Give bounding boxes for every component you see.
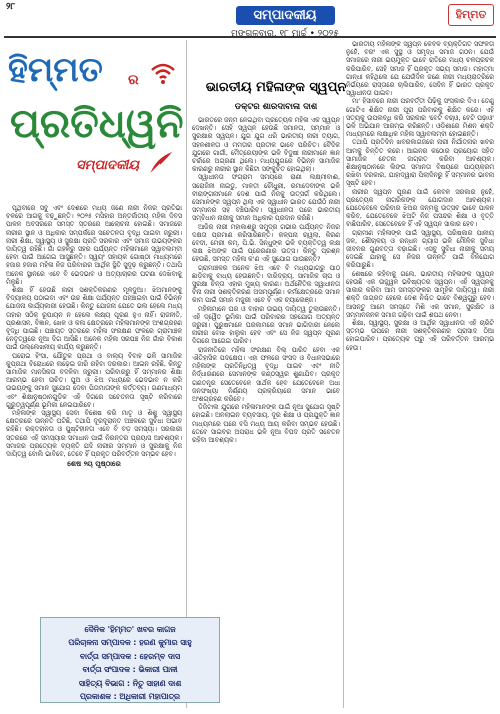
left-paragraph: ପୃଥିବୀରେ ସବୁ ଏବଂ ଦେଶରେ ମଧ୍ୟ ଜଣେ ନାରୀ ନିଜର ପ୍ରତିଭା ବଳରେ ଆଗକୁ ବଢ଼ୁଛନ୍ତି। ୨୦୨୫ ମସିହାର ଅନ୍ତର୍ଜାତୀୟ ମହିଳା ଦିବସ ପାଳନ ଅବସରରେ ସମସ୍ତ ସ୍ତରରେ ଆଲୋଚନା ହୋଇଛି। ସମାଜରେ ନାରୀର ସ୍ଥାନ ଓ ଅଧିକାର ସମ୍ପର୍କରେ ସଚେତନତା ବୃଦ୍ଧି ପାଇବା ଜରୁରୀ। ନାରୀ ଶିକ୍ଷା, ସ୍ୱାସ୍ଥ୍ୟ ଓ ସୁରକ୍ଷା ପ୍ରତି ସରକାର ଏବଂ ସମାଜ ଉଭୟଙ୍କର ଦାୟିତ୍ୱ ରହିଛି। ଗାଁ ଗହଳିରୁ ସହର ପର୍ଯ୍ୟନ୍ତ ମହିଳାମାନେ ସ୍ୱାବଲମ୍ବୀ ହେବା ପାଇଁ ଆଗେଇ ଆସୁଛନ୍ତି। ସ୍ୱୟଂ ସହାୟକ ଗୋଷ୍ଠୀ ମାଧ୍ୟମରେ ହଜାର ହଜାର ମହିଳା ନିଜ ପରିବାରର ଆର୍ଥିକ ସ୍ଥିତି ସୁଦୃଢ଼ କରୁଛନ୍ତି। ତଥାପି ଅନେକ ସ୍ଥାନରେ ଏବେ ବି ଭେଦଭାବ ଓ ଅତ୍ୟାଚାରର ଘଟଣା ଦେଖିବାକୁ ମିଳୁଛି।	[6, 204, 182, 286]
article-paragraph: ଡିଜିଟାଲ ଯୁଗରେ ମହିଳାମାନଙ୍କ ପାଇଁ ନୂଆ ସୁଯୋଗ ସୃଷ୍ଟି ହୋଇଛି। ଅନଲାଇନ ବ୍ୟବସାୟ, ଦୂର ଶିକ୍ଷା ଓ ପ୍ରଯୁକ୍ତି ଜ୍ଞାନ ମାଧ୍ୟମରେ ଘରେ ବସି ମଧ୍ୟ ଆୟ କରିବା ସମ୍ଭବ ହେଉଛି। ତେବେ ସାଇବର ଅପରାଧ ଭଳି ନୂଆ ବିପଦ ପ୍ରତି ସଚେତନ ରହିବା ଆବଶ୍ୟକ।	[192, 403, 340, 444]
column-divider	[186, 40, 187, 708]
article-paragraph: ଗ୍ରାମୀଣ ମହିଳାଙ୍କ ପାଇଁ ସ୍ୱାସ୍ଥ୍ୟ, ପରିଷ୍କାର ପାନୀୟ ଜଳ, ଶୌଚାଳୟ ଓ ରନ୍ଧନ ଗ୍ୟାସ ଭଳି ମୌଳିକ ସୁବିଧା ଜୀବନର ଗୁଣବତ୍ତା ବଢ଼ାଇଛି। ଏସବୁ ସୁବିଧା ନାରୀକୁ ସମୟ ଦେଇଛି ଯାହାକୁ ସେ ନିଜର ଉନ୍ନତି ପାଇଁ ବିନିଯୋଗ କରିପାରୁଛି।	[346, 228, 494, 270]
left-paragraph: ଶିକ୍ଷା ହିଁ ହେଉଛି ନାରୀ ସଶକ୍ତିକରଣର ମୂଳଦୁଆ। ଝିଅମାନଙ୍କୁ ବିଦ୍ୟାଳୟ ପଠାଇବା ଏବଂ ଉଚ୍ଚ ଶିକ୍ଷା ପର୍ଯ୍ୟନ୍ତ ପହଞ୍ଚାଇବା ପାଇଁ ବିଭିନ୍ନ ଯୋଜନା କାର୍ଯ୍ୟକାରୀ ହେଉଛି। କିନ୍ତୁ ଯୋଜନା ଯେତେ ଭଲ ହେଲେ ମଧ୍ୟ ତାହାର ସଠିକ୍ ରୂପାୟନ ନ ହେଲେ ଲକ୍ଷ୍ୟ ପୂରଣ ହୁଏ ନାହିଁ। ରାଜନୀତି, ପ୍ରଶାସନ, ବିଜ୍ଞାନ, ଖେଳ ଓ କଳା କ୍ଷେତ୍ରରେ ମହିଳାମାନଙ୍କ ଅଂଶଗ୍ରହଣ ବୃଦ୍ଧି ପାଇଛି। ପଞ୍ଚାୟତ ସ୍ତରରେ ମହିଳା ସଂରକ୍ଷଣ ଫଳରେ ଗ୍ରାମାଞ୍ଚଳ ନେତୃତ୍ୱରେ ନୂଆ ଦିଗ ଆସିଛି। ଅନେକ ମହିଳା ସରପଞ୍ଚ ନିଜ ଗାଁର ବିକାଶ ପାଇଁ ଉଲ୍ଲେଖନୀୟ କାର୍ଯ୍ୟ କରୁଛନ୍ତି।	[6, 286, 182, 352]
left-paragraph: ଘରୋଇ ହିଂସା, ଯୌତୁକ ପ୍ରଥା ଓ ବାଲ୍ୟ ବିବାହ ଭଳି ସାମାଜିକ କୁପ୍ରଥା ବିରୋଧରେ ଲଢ଼େଇ ଜାରି ରହିବା ଦରକାର। ଆଇନ ରହିଛି, କିନ୍ତୁ ସାମାଜିକ ମାନସିକତା ବଦଳିବା ଜରୁରୀ। ପରିବାରରୁ ହିଁ ସମ୍ମାନର ଶିକ୍ଷା ଆରମ୍ଭ ହେବା ଉଚିତ। ପୁଅ ଓ ଝିଅ ମଧ୍ୟରେ ଭେଦଭାବ ନ କରି ଉଭୟଙ୍କୁ ସମାନ ସୁଯୋଗ ଦେବା ପିତାମାତାଙ୍କ କର୍ତ୍ତବ୍ୟ। ଗଣମାଧ୍ୟମ ଏବଂ ଶିକ୍ଷାନୁଷ୍ଠାନଗୁଡ଼ିକ ଏହି ଦିଗରେ ସଚେତନତା ସୃଷ୍ଟି କରିବାରେ ଗୁରୁତ୍ୱପୂର୍ଣ୍ଣ ଭୂମିକା ନେଇପାରିବେ।	[6, 351, 182, 409]
quill-icon	[146, 148, 176, 178]
article-author: ଡକ୍ଟର ଶାରଦାବାଳା ଦାଶ	[234, 102, 318, 112]
article-paragraph: ରାଜନୀତିରେ ମହିଳା ସଂରକ୍ଷଣ ବିଲ୍‌ ପାରିତ ହେବା ଏକ ଐତିହାସିକ ପଦକ୍ଷେପ। ଏହା ଫଳରେ ସଂସଦ ଓ ବିଧାନସଭାରେ ମହିଳାଙ୍କ ପ୍ରତିନିଧିତ୍ୱ ବୃଦ୍ଧି ପାଇବ ଏବଂ ନୀତି ନିର୍ଦ୍ଧାରଣରେ ସେମାନଙ୍କ କଣ୍ଠସ୍ୱର ଶୁଣାଯିବ। ପ୍ରକୃତ ଗଣତନ୍ତ୍ର ସେତେବେଳେ ସାର୍ଥକ ହେବ ଯେତେବେଳେ ଅଧା ଜନସଂଖ୍ୟା ନିର୍ଣ୍ଣୟ ପ୍ରକ୍ରିୟାରେ ସମାନ ଭାବେ ଅଂଶଗ୍ରହଣ କରିବେ।	[192, 345, 340, 403]
article-title: ଭାରତୀୟ ମହିଳାଙ୍କ ସ୍ୱପ୍ନ	[205, 80, 347, 95]
masthead-line1: ହିମ୍ମତ	[8, 50, 103, 90]
header-date: ମଙ୍ଗଳବାର, ୧୮ ମାର୍ଚ୍ଚ • ୨୦୨୫	[231, 29, 339, 39]
brand-name: ହିମ୍ମତ	[455, 8, 487, 21]
article-paragraph: ସ୍ୱାଧୀନତା ସଂଗ୍ରାମ ସମୟରେ ରାଣୀ ଲକ୍ଷ୍ମୀବାଈ, ସରୋଜିନୀ ନାଇଡୁ, ମାଳତୀ ଚୌଧୁରୀ, ରମାଦେବୀଙ୍କ ଭଳି ବୀରାଙ୍ଗନାମାନେ ଦେଶ ପାଇଁ ନିଜକୁ ଉତ୍ସର୍ଗ କରିଥିଲେ। ସେମାନଙ୍କ ସ୍ୱପ୍ନ ଥିଲା ଏକ ସ୍ୱାଧୀନ ଭାରତ ଯେଉଁଠି ନାରୀ ସମ୍ମାନର ସହ ବଞ୍ଚିପାରିବ। ସ୍ୱାଧୀନତା ପରେ ଭାରତୀୟ ସମ୍ବିଧାନ ନାରୀକୁ ସମାନ ଅଧିକାର ପ୍ରଦାନ କରିଛି।	[192, 173, 340, 223]
continued-note: ଶେଷ ୨ୟ ପୃଷ୍ଠାରେ	[67, 460, 121, 469]
masthead	[6, 44, 184, 200]
masthead-ra: ର	[128, 72, 139, 88]
article-paragraph: ଭାରତରେ ଜନ୍ମ ନେଇଥିବା ପ୍ରତ୍ୟେକ ମହିଳା ଏକ ସ୍ୱପ୍ନ ଦେଖନ୍ତି। ସେହି ସ୍ୱପ୍ନ ହେଉଛି ସମାନତା, ସମ୍ମାନ ଓ ସୁରକ୍ଷାର ସ୍ୱପ୍ନ। ଯୁଗ ଯୁଗ ଧରି ଭାରତୀୟ ନାରୀ ତ୍ୟାଗ, ସହନଶୀଳତା ଓ ମମତାର ପ୍ରତୀକ ଭାବେ ପରିଚିତ। ବୈଦିକ ଯୁଗରେ ଗାର୍ଗୀ, ମୈତ୍ରେୟୀଙ୍କ ଭଳି ବିଦୁଷୀ ନାରୀମାନେ ଜ୍ଞାନ ଚର୍ଚ୍ଚାରେ ଅଗ୍ରଣୀ ଥିଲେ। ମଧ୍ୟଯୁଗରେ ବିଭିନ୍ନ ସାମାଜିକ କାରଣରୁ ନାରୀର ସ୍ଥାନ କିଛିଟା ସଙ୍କୁଚିତ ହୋଇଥିଲା।	[192, 116, 340, 174]
column-divider	[343, 116, 344, 708]
article-paragraph: ଶିକ୍ଷା, ସ୍ୱାସ୍ଥ୍ୟ, ସୁରକ୍ଷା ଓ ଆର୍ଥିକ ସ୍ୱାଧୀନତା ଏହି ଚାରିଟି ସ୍ତମ୍ଭ ଉପରେ ନାରୀ ସଶକ୍ତିକରଣର ପ୍ରାସାଦ ଠିଆ ହୋଇପାରିବ। ପ୍ରତ୍ୟେକ ଘରୁ ଏହି ପରିବର୍ତ୍ତନ ଆରମ୍ଭ ହେଉ।	[346, 318, 494, 352]
credit-line: ପରିଚାଳନା ସମ୍ପାଦକ : ହରଣ କୁମାର ସାହୁ	[68, 638, 192, 648]
left-paragraph: ମହିଳାଙ୍କ ସ୍ୱାସ୍ଥ୍ୟ ସେବା ବିଶେଷ କରି ମାତୃ ଓ ଶିଶୁ ସ୍ୱାସ୍ଥ୍ୟ କ୍ଷେତ୍ରରେ ଉନ୍ନତି ଘଟିଛି, ତଥାପି ଦୂରଦୂରାନ୍ତ ଅଞ୍ଚଳରେ ସୁବିଧା ଅଭାବ ରହିଛି। ରକ୍ତହୀନତା ଓ ପୁଷ୍ଟିହୀନତା ଏବେ ବି ବଡ଼ ସମସ୍ୟା। ସରକାରୀ ସ୍ତରରେ ଏହି ସମସ୍ୟାର ସମାଧାନ ପାଇଁ ନିରନ୍ତର ପ୍ରୟାସ ଆବଶ୍ୟକ। ସମାଜର ପ୍ରତ୍ୟେକ ବ୍ୟକ୍ତି ଯଦି ନାରୀର ସମ୍ମାନ ଓ ସୁରକ୍ଷାକୁ ନିଜ ଦାୟିତ୍ୱ ବୋଲି ଭାବିବେ, ତେବେ ହିଁ ପ୍ରକୃତ ପରିବର୍ତ୍ତନ ସମ୍ଭବ ହେବ।	[6, 409, 182, 459]
credit-line: ବାର୍ତ୍ତା ସମ୍ପାଦକ : ହେରମ୍ବ ଦାସ	[79, 651, 181, 661]
article-paragraph: ଗ୍ରାମାଞ୍ଚଳର ଅନେକ ଝିଅ ଏବେ ବି ମଧ୍ୟଭାଗରୁ ପାଠ ଛାଡ଼ିବାକୁ ବାଧ୍ୟ ହେଉଛନ୍ତି। ଦାରିଦ୍ର୍ୟ, ସାମାଜିକ ଚାପ ଓ ସୁରକ୍ଷା ଚିନ୍ତା ଏହାର ମୁଖ୍ୟ କାରଣ। ଅର୍ଥନୈତିକ ସ୍ୱାଧୀନତା ବିନା ନାରୀ ସଶକ୍ତିକରଣ ଅସମ୍ପୂର୍ଣ୍ଣ। କର୍ମକ୍ଷେତ୍ରରେ ସମାନ କାମ ପାଇଁ ସମାନ ମଜୁରୀ ଏବେ ବି ଏକ ଚ୍ୟାଲେଞ୍ଜ।	[192, 263, 340, 305]
article-paragraph: ମହିଳାମାନେ ଘର ଓ ବାହାର ଉଭୟ ଦାୟିତ୍ୱ ତୁଲାଉଛନ୍ତି। ଏହି ଦ୍ୱୈତ ଭୂମିକା ପାଇଁ ପରିବାରର ସହଯୋଗ ଅତ୍ୟନ୍ତ ଜରୁରୀ। ପୁରୁଷମାନେ ଘରକାମରେ ସମାନ ଭାଗିଦାରୀ ନେଲେ ନାରୀର ବୋଝ ହାଲୁକା ହେବ ଏବଂ ସେ ନିଜ ସ୍ୱପ୍ନ ପୂରଣ ଦିଗରେ ଆଗେଇ ପାରିବ।	[192, 304, 340, 346]
section-title: ସମ୍ପାଦକୀୟ	[236, 6, 335, 25]
article-column-1	[192, 116, 340, 708]
article-column-2	[346, 40, 494, 708]
credit-line: ପ୍ରକାଶକ : ଅଧିକାରୀ ମହାପାତ୍ର	[80, 692, 180, 702]
credit-line: ବାର୍ତ୍ତା ସଂପାଦକ : ଭିକାରୀ ପାଳୀ	[82, 665, 178, 675]
article-paragraph: ନାରୀର ସ୍ୱପ୍ନ ପୂରଣ ପାଇଁ କେବଳ ସରକାର ନୁହେଁ, ପ୍ରତ୍ୟେକ ନାଗରିକଙ୍କ ଯୋଗଦାନ ଆବଶ୍ୟକ। ଯେତେବେଳେ ପରିବାର ଝିଅର ଜନ୍ମକୁ ଉତ୍ସବ ଭାବେ ପାଳନ କରିବ, ଯେତେବେଳେ ଝିଅଟି ନିଜ ପସନ୍ଦର ଶିକ୍ଷା ଓ ବୃତ୍ତି ବାଛିପାରିବ, ସେତେବେଳେ ହିଁ ଏହି ସ୍ୱପ୍ନ ସାକାର ହେବ।	[346, 187, 494, 229]
article-paragraph: ଆଜିର ନାରୀ ମହାକାଶରୁ ସମୁଦ୍ର ଗଭୀର ପର୍ଯ୍ୟନ୍ତ ନିଜର ଦକ୍ଷତା ପ୍ରମାଣ କରିସାରିଛନ୍ତି। କଳ୍ପନା ଚାୱଲା, କିରଣ ବେଦୀ, ମେରୀ କମ୍‌, ପି.ଭି. ସିନ୍ଧୁଙ୍କ ଭଳି ବ୍ୟକ୍ତିତ୍ୱ ଲକ୍ଷ ଲକ୍ଷ ଝିଅଙ୍କ ପାଇଁ ପ୍ରେରଣାର ଉତ୍ସ। କିନ୍ତୁ ପ୍ରଶ୍ନ ହେଉଛି, ସମସ୍ତ ମହିଳା କ'ଣ ଏହି ସୁଯୋଗ ପାଉଛନ୍ତି?	[192, 222, 340, 264]
article-paragraph: ଶେଷରେ କହିବାକୁ ଗଲେ, ଭାରତୀୟ ମହିଳାଙ୍କ ସ୍ୱପ୍ନ ହେଉଛି ଏକ ଉଜ୍ଜ୍ୱଳ ଭବିଷ୍ୟତର ସ୍ୱପ୍ନ। ଏହି ସ୍ୱପ୍ନକୁ ସାକାର କରିବା ଆମ ସମସ୍ତଙ୍କର ସାମୂହିକ ଦାୟିତ୍ୱ। ନାରୀ ଶକ୍ତି ଜାଗ୍ରତ ହେଲେ ଦେଶ ନିଶ୍ଚିତ ଭାବେ ବିଶ୍ୱଗୁରୁ ହେବ। ଆସନ୍ତୁ ଆମେ ସମସ୍ତେ ମିଶି ଏକ ସମାନ, ସୁରକ୍ଷିତ ଓ ସମ୍ମାନଜନକ ସମାଜ ଗଢ଼ିବା ପାଇଁ ଶପଥ ନେବା।	[346, 269, 494, 319]
credit-line: ଦୈନିକ 'ହିମ୍ମତ' ଖବର କାଗଜ	[84, 625, 176, 634]
page-number: ୨୮	[6, 2, 16, 12]
left-column	[6, 204, 182, 469]
article-paragraph: ଭାରତୀୟ ମହିଳାଙ୍କ ସ୍ୱପ୍ନ କେବଳ ବ୍ୟକ୍ତିଗତ ସଫଳତା ନୁହେଁ, ବରଂ ଏକ ସୁସ୍ଥ ଓ ସମୃଦ୍ଧ ସମାଜ ଗଠନ। ଯେଉଁ ସମାଜରେ ନାରୀ ଭୟମୁକ୍ତ ଭାବେ ରାତିରେ ମଧ୍ୟ ଚଳପ୍ରଚଳ କରିପାରିବ, ସେହି ସମାଜ ହିଁ ପ୍ରକୃତ ସଭ୍ୟ ସମାଜ। ମହାତ୍ମା ଗାନ୍ଧୀ କହିଥିଲେ ଯେ ଯେଉଁଦିନ ଜଣେ ନାରୀ ମଧ୍ୟରାତ୍ରିରେ ନିର୍ଭୟରେ ରାସ୍ତାରେ ଚାଲିପାରିବ, ସେଦିନ ହିଁ ଭାରତ ପ୍ରକୃତ ସ୍ୱାଧୀନତା ପାଇବ।	[346, 40, 494, 98]
masthead-line2: ପ୍ରତିଧ୍ୱନି	[10, 100, 184, 147]
article-paragraph: ମା' ହିସାବରେ ନାରୀ ପରବର୍ତ୍ତୀ ପିଢ଼ିକୁ ସଂସ୍କାର ଦିଏ। ତେଣୁ ଗୋଟିଏ ଶିକ୍ଷିତ ନାରୀ ପୂରା ପରିବାରକୁ ଶିକ୍ଷିତ କରେ। ଏହି ସତ୍ୟକୁ ଉପଲବ୍ଧି କରି ସରକାର 'ବେଟି ବଚାଓ, ବେଟି ପଢ଼ାଓ' ଭଳି ଅଭିଯାନ ଆରମ୍ଭ କରିଛନ୍ତି। ଓଡ଼ିଶାରେ ମିଶନ ଶକ୍ତି ମାଧ୍ୟମରେ ଲକ୍ଷାଧିକ ମହିଳା ସ୍ୱାବଲମ୍ବୀ ହୋଇଛନ୍ତି।	[346, 97, 494, 139]
brand-logo	[448, 4, 494, 26]
article-paragraph: ତଥାପି ପ୍ରତିଦିନ ଖବରକାଗଜରେ ନାରୀ ନିର୍ଯାତନାର ଖବର ଆମକୁ ଚିନ୍ତିତ କରେ। ଆଇନର କଠୋର ପ୍ରୟୋଗ ସହିତ ସାମାଜିକ ଚେତନା ଜାଗ୍ରତ କରିବା ଆବଶ୍ୟକ। ଶିକ୍ଷାନୁଷ୍ଠାନରେ ଲିଙ୍ଗ ସମାନତା ବିଷୟରେ ପାଠ୍ୟକ୍ରମ ରଖିବା ଦରକାର, ଯାହାଦ୍ୱାରା ପିଲାଦିନରୁ ହିଁ ସମ୍ମାନର ଭାବନା ସୃଷ୍ଟି ହେବ।	[346, 138, 494, 188]
credit-line: ସାହିତ୍ୟ ବିଭାଗ : ନିତୁ ସାହାଣ ଦାଶ	[78, 678, 182, 688]
page-header	[140, 4, 430, 39]
masthead-tag: ସମ୍ପାଦକୀୟ	[76, 158, 139, 173]
header-rule	[4, 36, 496, 38]
signal-icon	[148, 58, 178, 88]
